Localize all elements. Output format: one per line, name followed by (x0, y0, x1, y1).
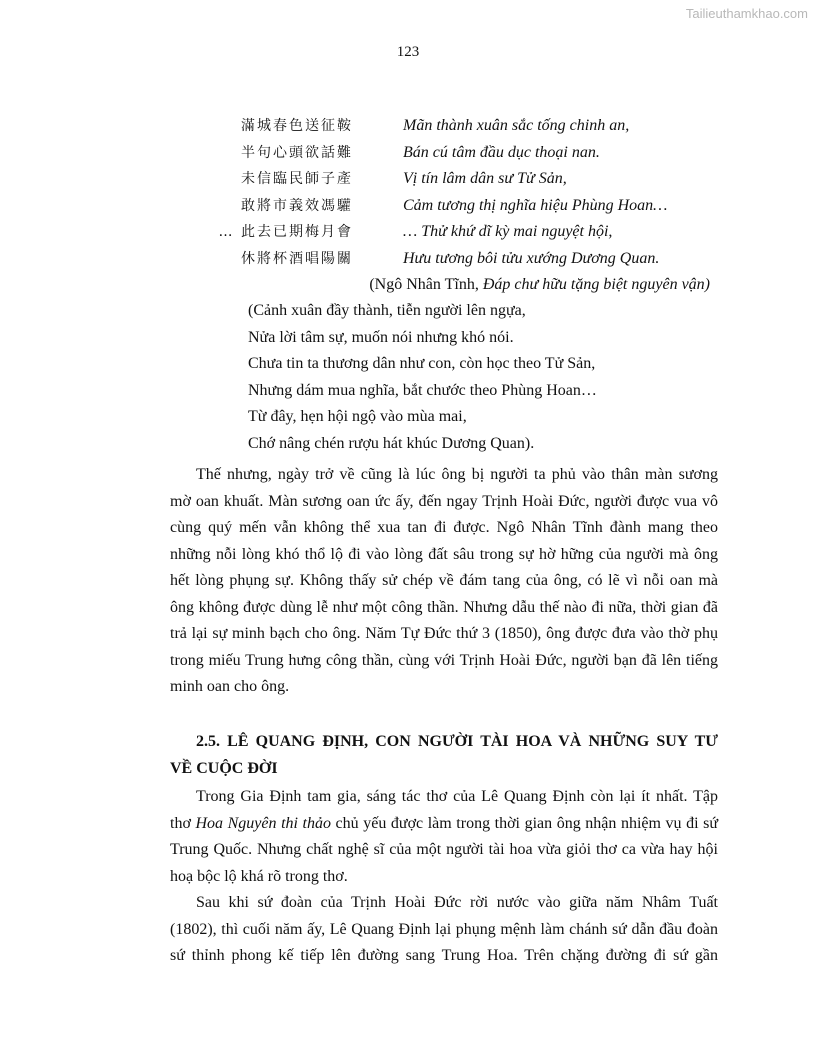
text-line: trong miếu Trung hưng công thần, cùng với Trịnh Hoài Đức, người bạn đã lên tiếng (170, 651, 718, 669)
han-text: … 此去已期梅月會 (218, 224, 353, 240)
translation-line: Chớ nâng chén rượu hát khúc Dương Quan). (248, 434, 535, 452)
poem-line (0, 193, 816, 220)
paragraph-2 (170, 784, 718, 890)
translation-line: (Cảnh xuân đầy thành, tiễn người lên ngựa, (248, 302, 526, 319)
text-run: thơ (170, 814, 196, 832)
watermark: Tailieuthamkhao.com (685, 6, 808, 21)
text-line: trả lại sự minh bạch cho ông. Năm Tự Đức thứ 3 (1850), ông được đưa vào thờ phụ (170, 625, 718, 642)
text-line: minh oan cho ông. (170, 678, 290, 695)
poem-line (0, 166, 816, 193)
paragraph-3 (170, 890, 718, 970)
text-line: Trung Quốc. Nhưng chất nghệ sĩ của một người tài hoa vừa giỏi thơ ca vừa hay hội (170, 841, 718, 858)
paragraph-1 (170, 462, 718, 701)
transliteration: Vị tín lâm dân sư Tử Sản, (403, 170, 567, 187)
text-line: ông không được dùng lễ như một công thần. Nhưng dẫu thế nào đi nữa, thời gian đã (170, 598, 718, 616)
page-number: 123 (396, 44, 420, 60)
text-line (170, 811, 718, 838)
translation-line: Từ đây, hẹn hội ngộ vào mùa mai, (248, 408, 467, 425)
text-line: cùng quý mến vẫn không thể xua tan đi được. Ngô Nhân Tĩnh đành mang theo (170, 519, 718, 536)
text-line: hoạ bộc lộ khá rõ trong thơ. (170, 867, 348, 885)
transliteration: Hưu tương bôi tửu xướng Dương Quan. (403, 249, 660, 267)
heading-line: VỀ CUỘC ĐỜI (170, 759, 278, 777)
han-text: 未信臨民師子產 (241, 171, 353, 187)
poem-line (0, 140, 816, 167)
han-text: 滿城春色送征鞍 (241, 118, 353, 134)
poem-translation (248, 298, 597, 457)
attribution-author: (Ngô Nhân Tĩnh, (369, 276, 483, 293)
translation-line: Nhưng dám mua nghĩa, bắt chước theo Phùng Hoan… (248, 381, 597, 399)
text-line: sứ thỉnh phong kế tiếp lên đường sang Trung Hoa. Trên chặng đường đi sứ gần (170, 947, 718, 964)
text-line: những nỗi lòng khó thổ lộ đi vào lòng đất sâu trong sự hờ hững của người mà ông (170, 545, 718, 563)
transliteration: Bán cú tâm đầu dục thoại nan. (403, 143, 600, 161)
attribution-title: Đáp chư hữu tặng biệt nguyên vận) (482, 276, 710, 293)
book-title: Hoa Nguyên thi thảo (195, 814, 331, 832)
text-line: (1802), thì cuối năm ấy, Lê Quang Định lại phụng mệnh làm chánh sứ dẫn đầu đoàn (170, 920, 718, 938)
han-text: 休將杯酒唱陽關 (241, 250, 353, 267)
text-line: hết lòng phụng sự. Không thấy sử chép về đám tang của ông, có lẽ vì nỗi oan mà (170, 572, 718, 589)
transliteration: Mãn thành xuân sắc tống chinh an, (403, 117, 630, 134)
section-heading (170, 729, 718, 782)
poem-line (0, 219, 816, 246)
text-line: mờ oan khuất. Màn sương oan ức ấy, đến ngay Trịnh Hoài Đức, người được vua vô (170, 492, 718, 510)
text-line: Trong Gia Định tam gia, sáng tác thơ của Lê Quang Định còn lại ít nhất. Tập (196, 788, 718, 805)
han-text: 敢將市義效馮驩 (241, 197, 353, 214)
translation-line: Chưa tin ta thương dân như con, còn học theo Tử Sản, (248, 355, 596, 372)
heading-line: 2.5. LÊ QUANG ĐỊNH, CON NGƯỜI TÀI HOA VÀ NHỮNG SUY TƯ (196, 733, 718, 750)
poem (0, 113, 816, 272)
poem-line (0, 246, 816, 273)
han-text: 半句心頭欲話難 (241, 144, 353, 161)
transliteration: Cảm tương thị nghĩa hiệu Phùng Hoan… (403, 196, 668, 214)
text-run: chủ yếu được làm trong thời gian ông nhận nhiệm vụ đi sứ (330, 814, 719, 832)
text-line: Sau khi sứ đoàn của Trịnh Hoài Đức rời nước vào giữa năm Nhâm Tuất (196, 894, 718, 911)
text-line: Thế nhưng, ngày trở về cũng là lúc ông bị người ta phủ vào thân màn sương (196, 466, 718, 483)
poem-attribution (369, 272, 710, 299)
transliteration: … Thử khứ dĩ kỳ mai nguyệt hội, (403, 223, 613, 240)
poem-line (0, 113, 816, 140)
translation-line: Nửa lời tâm sự, muốn nói nhưng khó nói. (248, 328, 514, 346)
